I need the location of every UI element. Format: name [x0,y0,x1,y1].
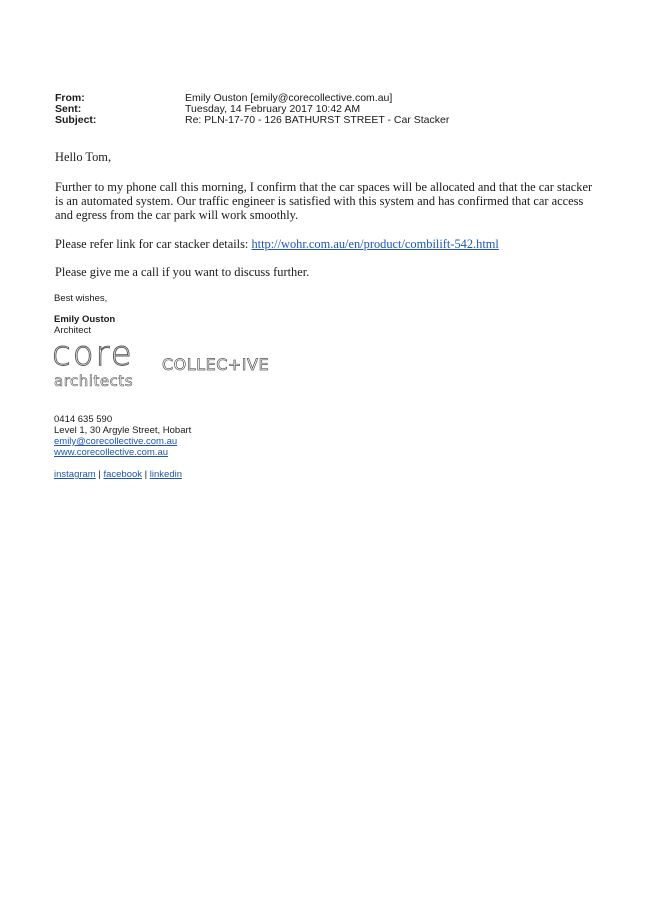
instagram-link[interactable]: instagram [54,469,96,480]
signature-phone: 0414 635 590 [54,414,113,425]
logo-core-text: core [52,341,134,374]
car-stacker-link[interactable]: http://wohr.com.au/en/product/combilift-542.html [251,237,499,251]
from-value: Emily Ouston [emily@corecollective.com.au] [185,92,393,104]
facebook-link[interactable]: facebook [103,469,143,480]
paragraph-2-text: Please refer link for car stacker details: [55,237,252,251]
core-collective-logo-graphic [52,341,292,393]
paragraph-2 [55,237,499,251]
signature-address: Level 1, 30 Argyle Street, Hobart [54,425,192,436]
social-links [54,469,182,480]
paragraph-1-line-2: is an automated system. Our traffic engineer is satisfied with this system and has confirmed that car access [55,194,584,208]
social-separator: | [95,469,104,480]
linkedin-link[interactable]: linkedin [149,469,182,480]
sent-value: Tuesday, 14 February 2017 10:42 AM [185,103,361,115]
sent-label: Sent: [55,103,82,115]
signature-title: Architect [54,325,91,336]
signature-email [54,436,177,447]
email-link[interactable]: emily@corecollective.com.au [54,436,178,447]
signature-website [54,447,168,458]
paragraph-3: Please give me a call if you want to discuss further. [55,265,310,279]
social-separator: | [142,469,150,480]
email-header [55,92,475,132]
signature-name: Emily Ouston [54,314,116,325]
subject-value: Re: PLN-17-70 - 126 BATHURST STREET - Car Stacker [185,114,450,126]
greeting: Hello Tom, [55,150,112,164]
core-collective-logo [52,341,292,393]
logo-collective-text: COLLEC+IVE [162,355,270,374]
paragraph-1-line-3: and egress from the car park will work smoothly. [55,208,299,222]
paragraph-1-line-1: Further to my phone call this morning, I confirm that the car spaces will be allocated and that the car stacker [55,180,593,194]
subject-label: Subject: [55,114,97,126]
closing: Best wishes, [54,293,108,304]
logo-architects-text: architects [54,372,134,390]
from-label: From: [55,92,85,104]
website-link[interactable]: www.corecollective.com.au [54,447,169,458]
